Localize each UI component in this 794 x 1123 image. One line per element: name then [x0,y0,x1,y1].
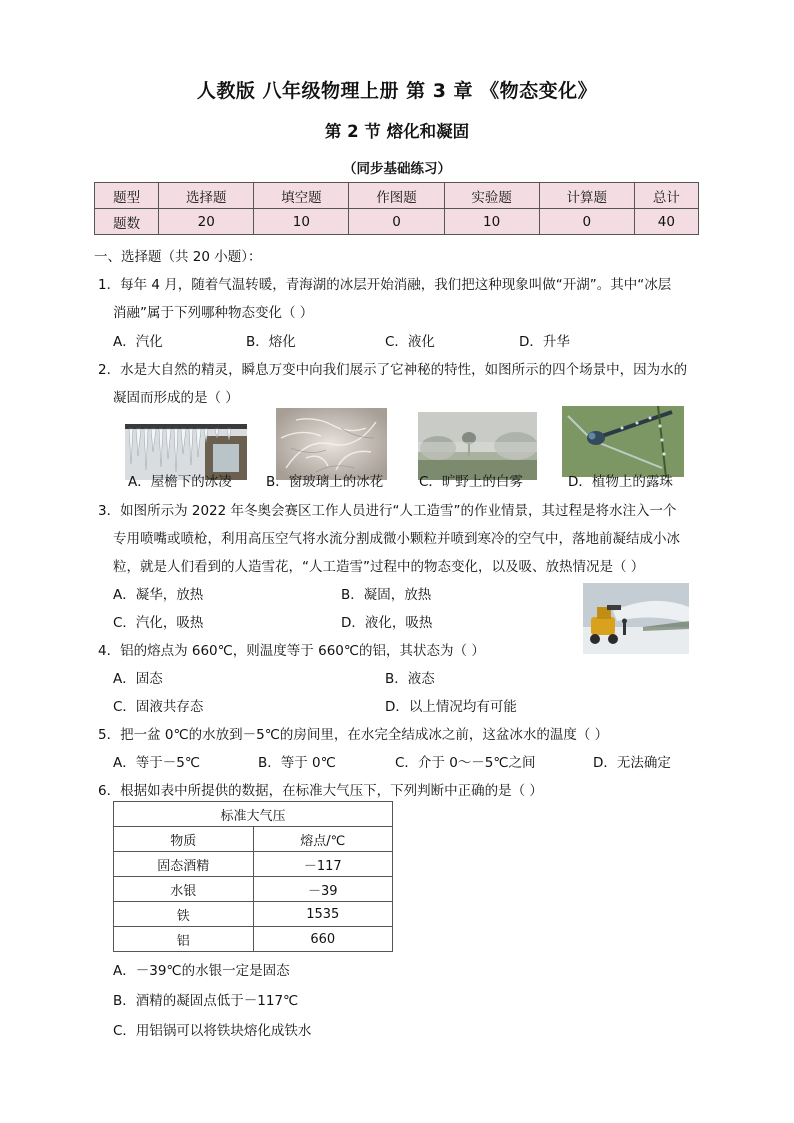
table-cell: 铁 [114,902,254,927]
table-cell: 1535 [253,902,393,927]
table-row [114,877,393,902]
question-2-line-2: 凝固而形成的是（ ） [113,390,239,406]
practice-label: （同步基础练习） [343,161,451,177]
question-3-line-3: 粒，就是人们看到的人造雪花，“人工造雪”过程中的物态变化，以及吸、放热情况是（ ） [113,559,645,575]
q2-caption-a: A．屋檐下的冰凌 [128,474,232,490]
question-3-line-1: 3．如图所示为 2022 年冬奥会赛区工作人员进行“人工造雪”的作业情景，其过程是将水注入一个 [98,503,677,519]
table-cell: －117 [253,852,393,877]
q4-option-d: D．以上情况均有可能 [385,699,517,715]
table-cell: 计算题 [539,183,634,209]
q1-option-a: A．汽化 [113,334,163,350]
q5-option-d: D．无法确定 [593,755,671,771]
table-row [95,183,699,209]
table-cell: 总计 [634,183,698,209]
table-cell: 10 [444,209,539,235]
q2-caption-d: D．植物上的露珠 [568,474,673,490]
q1-option-b: B．熔化 [246,334,296,350]
table-cell: 水银 [114,877,254,902]
table-row [114,827,393,852]
dew-on-plant-image [562,406,684,477]
table-cell: 20 [159,209,254,235]
q2-caption-c: C．旷野上的白雾 [419,474,523,490]
question-1-line-2: 消融”属于下列哪种物态变化（ ） [113,305,314,321]
question-3-line-2: 专用喷嘴或喷枪，利用高压空气将水流分割成微小颗粒并喷到寒冷的空气中，落地前凝结成小冰 [113,531,680,547]
page-title: 人教版 八年级物理上册 第 3 章 《物态变化》 [196,80,598,102]
section-title: 第 2 节 熔化和凝固 [324,122,470,141]
table-cell: －39 [253,877,393,902]
section-heading: 一、选择题（共 20 小题）： [94,249,262,265]
q6-option-b: B．酒精的凝固点低于－117℃ [113,993,299,1009]
q5-option-b: B．等于 0℃ [258,755,336,771]
table-header-cell: 熔点/℃ [253,827,393,852]
table-cell: 0 [539,209,634,235]
question-4-line-1: 4．铝的熔点为 660℃，则温度等于 660℃的铝，其状态为（ ） [98,643,485,659]
q5-option-a: A．等于－5℃ [113,755,200,771]
q4-option-b: B．液态 [385,671,435,687]
q4-option-c: C．固液共存态 [113,699,204,715]
table-row [114,852,393,877]
table-cell: 40 [634,209,698,235]
q5-option-c: C．介于 0～－5℃之间 [395,755,536,771]
q6-option-a: A．－39℃的水银一定是固态 [113,963,290,979]
table-cell: 铝 [114,927,254,952]
table-cell: 660 [253,927,393,952]
table-cell: 固态酒精 [114,852,254,877]
q3-option-a: A．凝华，放热 [113,587,204,603]
table-cell: 题数 [95,209,159,235]
q4-option-a: A．固态 [113,671,163,687]
table-cell: 选择题 [159,183,254,209]
table-cell: 10 [254,209,349,235]
table-cell: 作图题 [349,183,444,209]
table-row [114,802,393,827]
table-row [114,927,393,952]
snow-machine-image [583,583,689,654]
table-caption-cell: 标准大气压 [114,802,393,827]
table-header-cell: 物质 [114,827,254,852]
question-2-line-1: 2．水是大自然的精灵，瞬息万变中向我们展示了它神秘的特性，如图所示的四个场景中，因为水的 [98,362,688,378]
question-5-line-1: 5．把一盆 0℃的水放到－5℃的房间里，在水完全结成冰之前，这盆冰水的温度（ ） [98,727,609,743]
q3-option-c: C．汽化，吸热 [113,615,204,631]
table-row [95,209,699,235]
table-cell: 实验题 [444,183,539,209]
melting-point-table [113,801,393,952]
question-6-line-1: 6．根据如表中所提供的数据，在标准大气压下，下列判断中正确的是（ ） [98,783,543,799]
table-cell: 0 [349,209,444,235]
q1-option-d: D．升华 [519,334,570,350]
q3-option-b: B．凝固，放热 [341,587,432,603]
q1-option-c: C．液化 [385,334,435,350]
table-cell: 填空题 [254,183,349,209]
q3-option-d: D．液化，吸热 [341,615,433,631]
question-1-line-1: 1．每年 4 月，随着气温转暖，青海湖的冰层开始消融，我们把这种现象叫做“开湖”。其中“冰层 [98,277,672,293]
table-cell: 题型 [95,183,159,209]
q2-caption-b: B．窗玻璃上的冰花 [266,474,384,490]
q6-option-c: C．用铝锅可以将铁块熔化成铁水 [113,1023,312,1039]
question-type-summary-table [94,182,699,235]
table-row [114,902,393,927]
